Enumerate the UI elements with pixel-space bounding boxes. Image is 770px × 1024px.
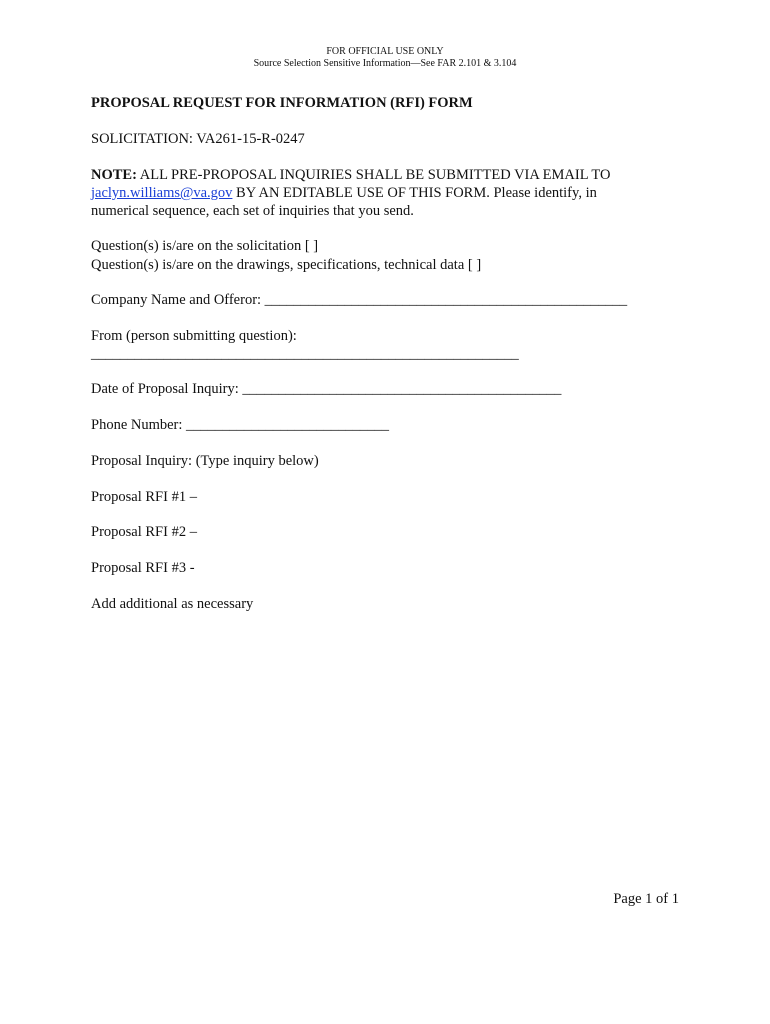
note-label: NOTE: — [91, 167, 137, 183]
page-number: Page 1 of 1 — [613, 891, 679, 907]
proposal-inquiry-label: Proposal Inquiry: (Type inquiry below) — [91, 453, 319, 469]
note-line-2 — [91, 184, 597, 202]
company-name-field[interactable]: Company Name and Offeror: __________________________________________________ — [91, 292, 628, 308]
from-field[interactable]: ___________________________________________________________ — [91, 346, 519, 362]
header-classification: FOR OFFICIAL USE ONLY — [326, 46, 444, 57]
proposal-rfi-3[interactable]: Proposal RFI #3 - — [91, 560, 195, 576]
from-label: From (person submitting question): — [91, 328, 297, 344]
note-line-1 — [91, 166, 610, 184]
question-solicitation-checkbox-line[interactable]: Question(s) is/are on the solicitation [ ] — [91, 238, 319, 254]
note-line-3: numerical sequence, each set of inquiries that you send. — [91, 203, 414, 219]
note-text-1: ALL PRE-PROPOSAL INQUIRIES SHALL BE SUBMITTED VIA EMAIL TO — [136, 167, 611, 183]
proposal-rfi-1[interactable]: Proposal RFI #1 – — [91, 489, 197, 505]
header-sensitivity-notice: Source Selection Sensitive Information—See FAR 2.101 & 3.104 — [253, 58, 517, 69]
date-of-inquiry-field[interactable]: Date of Proposal Inquiry: ____________________________________________ — [91, 381, 562, 397]
question-drawings-checkbox-line[interactable]: Question(s) is/are on the drawings, specifications, technical data [ ] — [91, 257, 482, 273]
form-title: PROPOSAL REQUEST FOR INFORMATION (RFI) FORM — [91, 95, 473, 111]
proposal-rfi-2[interactable]: Proposal RFI #2 – — [91, 524, 197, 540]
note-text-2: BY AN EDITABLE USE OF THIS FORM. Please identify, in — [232, 185, 597, 201]
email-link[interactable]: jaclyn.williams@va.gov — [91, 185, 233, 201]
solicitation-number: SOLICITATION: VA261-15-R-0247 — [91, 131, 305, 147]
phone-number-field[interactable]: Phone Number: ____________________________ — [91, 417, 390, 433]
additional-note: Add additional as necessary — [91, 596, 254, 612]
